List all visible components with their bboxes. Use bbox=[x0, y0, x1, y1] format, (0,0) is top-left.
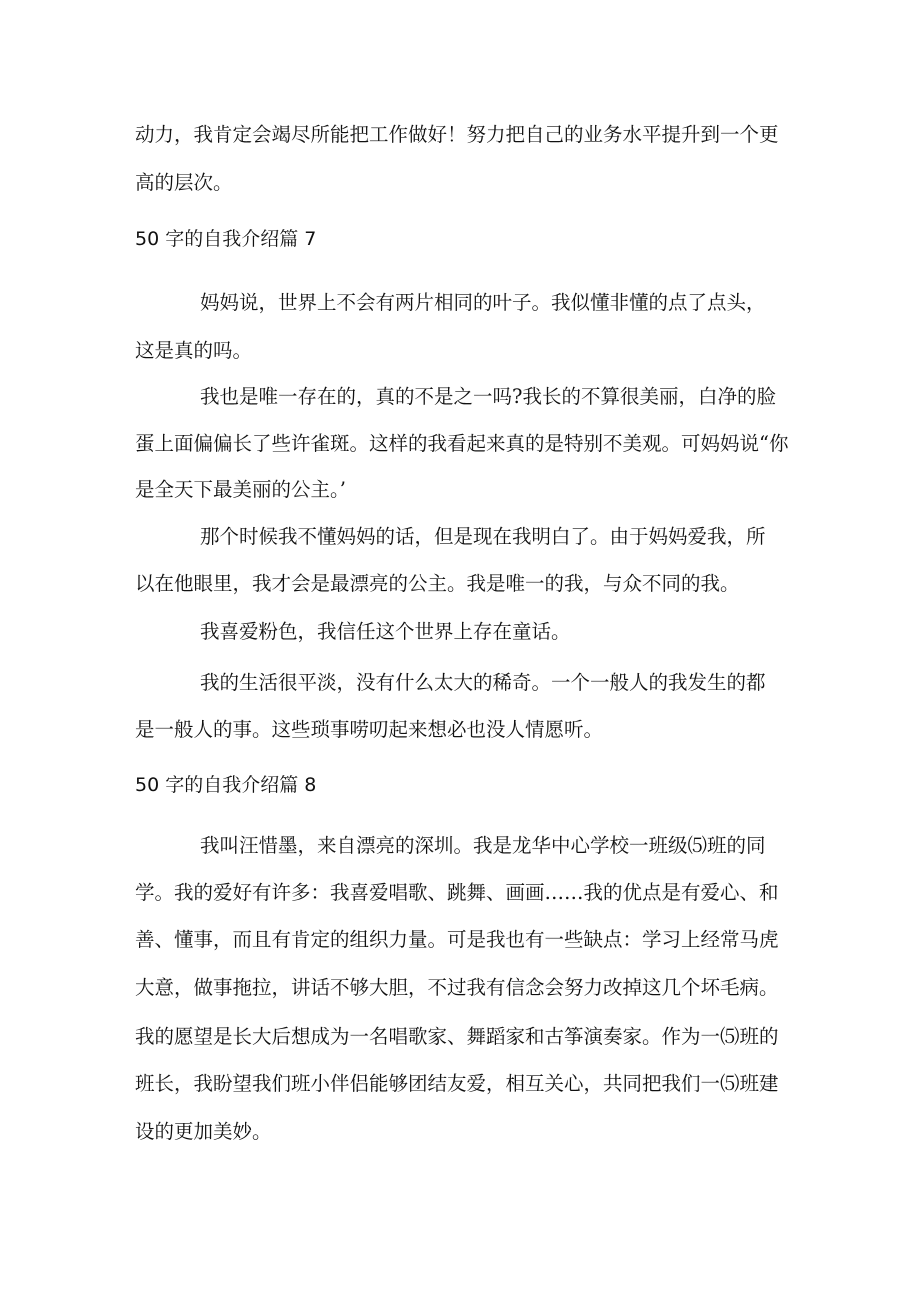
paragraph-line: 设的更加美妙。 bbox=[135, 1120, 272, 1143]
paragraph-line: 我也是唯一存在的，真的不是之一吗?我长的不算很美丽，白净的脸 bbox=[200, 385, 776, 408]
paragraph-line: 学。我的爱好有许多：我喜爱唱歌、跳舞、画画……我的优点是有爱心、和 bbox=[135, 881, 779, 904]
paragraph-line: 动力，我肯定会竭尽所能把工作做好！努力把自己的业务水平提升到一个更 bbox=[135, 123, 779, 146]
paragraph-line: 大意，做事拖拉，讲话不够大胆，不过我有信念会努力改掉这几个坏毛病。 bbox=[135, 976, 779, 999]
paragraph-line: 是全天下最美丽的公主。’ bbox=[135, 478, 346, 501]
paragraph-line: 善、懂事，而且有肯定的组织力量。可是我也有一些缺点：学习上经常马虎 bbox=[135, 928, 779, 951]
paragraph-line: 妈妈说，世界上不会有两片相同的叶子。我似懂非懂的点了点头， bbox=[200, 291, 766, 314]
paragraph-line: 以在他眼里，我才会是最漂亮的公主。我是唯一的我，与众不同的我。 bbox=[135, 572, 740, 595]
section-heading-8: 50 字的自我介绍篇 8 bbox=[135, 774, 317, 796]
paragraph-line: 是一般人的事。这些琐事唠叨起来想必也没人情愿听。 bbox=[135, 718, 604, 741]
paragraph-line: 高的层次。 bbox=[135, 171, 233, 194]
paragraph-line: 我叫汪惜墨，来自漂亮的深圳。我是龙华中心学校一班级⑸班的同 bbox=[200, 834, 766, 857]
paragraph-line: 班长，我盼望我们班小伴侣能够团结友爱，相互关心，共同把我们一⑸班建 bbox=[135, 1072, 779, 1095]
paragraph-line: 我的愿望是长大后想成为一名唱歌家、舞蹈家和古筝演奏家。作为一⑸班的 bbox=[135, 1025, 779, 1048]
section-heading-7: 50 字的自我介绍篇 7 bbox=[135, 228, 317, 250]
paragraph-line: 蛋上面偏偏长了些许雀斑。这样的我看起来真的是特别不美观。可妈妈说“你 bbox=[135, 432, 789, 455]
paragraph-line: 我喜爱粉色，我信任这个世界上存在童话。 bbox=[200, 620, 571, 643]
paragraph-line: 我的生活很平淡，没有什么太大的稀奇。一个一般人的我发生的都 bbox=[200, 671, 766, 694]
paragraph-line: 这是真的吗。 bbox=[135, 339, 253, 362]
paragraph-line: 那个时候我不懂妈妈的话，但是现在我明白了。由于妈妈爱我，所 bbox=[200, 525, 766, 548]
